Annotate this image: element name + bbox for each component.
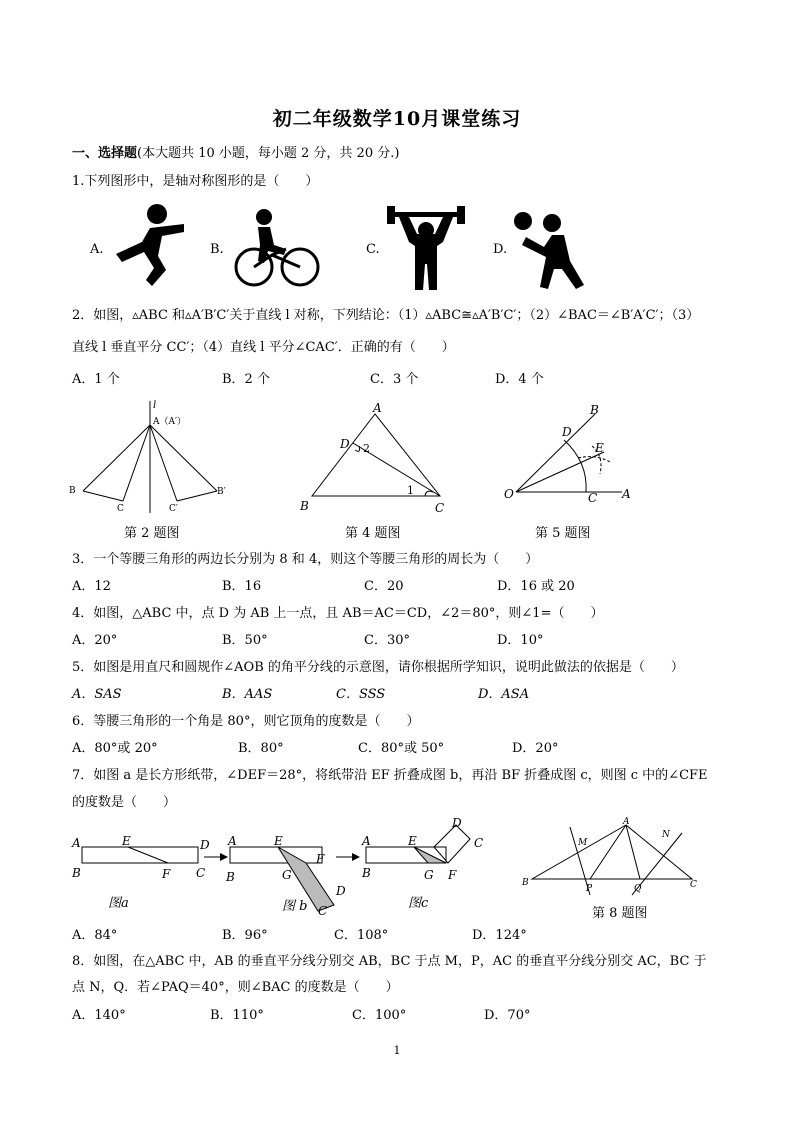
- figure-q8: [520, 815, 705, 900]
- fig8-label-b: B: [522, 878, 529, 888]
- q6-option-d: D．20°: [512, 741, 559, 756]
- fig5-caption: 第 5 题图: [535, 526, 591, 541]
- fig-b-caption: 图 b: [282, 899, 308, 914]
- fig4-label-a: A: [373, 401, 382, 415]
- fig-c-label-a: A: [362, 834, 371, 848]
- fig-b-label-f: F: [316, 852, 325, 866]
- q3-option-d: D．16 或 20: [497, 579, 575, 594]
- q5-option-b: B．AAS: [222, 687, 273, 702]
- fig2-label-c-prime: C′: [169, 504, 178, 514]
- q5-option-a: A．SAS: [72, 687, 122, 702]
- fig-c-label-g: G: [424, 868, 434, 882]
- q7-option-c: C．108°: [334, 928, 389, 943]
- fig-b-label-g: G: [282, 868, 292, 882]
- fig-a-label-d: D: [200, 838, 210, 852]
- fig2-label-b: B: [69, 486, 76, 496]
- fig-c-label-d: D: [452, 816, 462, 830]
- fig-a-label-f: F: [162, 867, 171, 881]
- q7-option-a: A．84°: [72, 928, 118, 943]
- page-number: 1: [393, 1044, 401, 1057]
- q1-option-b: B.: [210, 242, 224, 257]
- q4-option-a: A．20°: [72, 633, 118, 648]
- fig8-label-m: M: [578, 838, 588, 848]
- fig-c-label-b: B: [362, 866, 371, 880]
- fig2-label-a: A（A′）: [153, 417, 187, 427]
- fig-c-label-e: E: [408, 834, 417, 848]
- fig8-label-a: A: [623, 817, 630, 827]
- fig-c-label-c: C: [474, 836, 484, 850]
- fig4-label-2: 2: [363, 442, 370, 455]
- q2-option-c: C．3 个: [370, 372, 419, 387]
- q5-option-d: D．ASA: [478, 687, 530, 702]
- q6-option-c: C．80°或 50°: [358, 741, 445, 756]
- q6-option-b: B．80°: [238, 741, 284, 756]
- fig8-label-n: N: [662, 830, 670, 840]
- q4-stem: 4．如图，△ABC 中，点 D 为 AB 上一点，且 AB＝AC＝CD，∠2＝80°，则∠1=（ ）: [72, 606, 604, 621]
- q1-option-d: D.: [493, 242, 508, 257]
- pictogram-volleyball-icon: [512, 207, 597, 292]
- fig-b-label-b: B: [226, 870, 235, 884]
- q8-option-a: A．140°: [72, 1008, 126, 1023]
- fig8-caption: 第 8 题图: [592, 906, 648, 921]
- section-label: 一、选择题: [72, 146, 138, 161]
- fig-b-label-e: E: [274, 834, 283, 848]
- fig4-label-b: B: [300, 499, 309, 513]
- fig-a-caption: 图a: [108, 896, 129, 911]
- q7-option-b: B．96°: [222, 928, 268, 943]
- q8-line2: 点 N，Q．若∠PAQ＝40°，则∠BAC 的度数是（ ）: [72, 980, 399, 995]
- fig5-label-o: O: [504, 487, 514, 501]
- fig-a-label-c: C: [196, 866, 206, 880]
- q8-line1: 8．如图，在△ABC 中，AB 的垂直平分线分别交 AB，BC 于点 M，P，AC 的垂直平分线分别交 AC，BC 于: [72, 954, 707, 969]
- q4-option-c: C．30°: [364, 633, 410, 648]
- q2-option-d: D．4 个: [495, 372, 544, 387]
- fig-c-label-f: F: [448, 868, 457, 882]
- q4-option-b: B．50°: [222, 633, 268, 648]
- fig5-label-c: C: [588, 491, 598, 505]
- figure-q4: [295, 400, 455, 515]
- q4-option-d: D．10°: [497, 633, 544, 648]
- fig5-label-a: A: [622, 487, 631, 501]
- fig-b-label-c: C: [318, 904, 328, 918]
- page-title: 初二年级数学10月课堂练习: [272, 108, 522, 130]
- q1-option-c: C.: [366, 242, 380, 257]
- fig8-label-q: Q: [634, 884, 642, 894]
- q6-stem: 6．等腰三角形的一个角是 80°，则它顶角的度数是（ ）: [72, 714, 420, 729]
- q3-option-c: C．20: [364, 579, 404, 594]
- q2-option-b: B．2 个: [222, 372, 270, 387]
- figure-q5: [500, 400, 640, 510]
- fig5-label-b: B: [590, 403, 599, 417]
- fig2-label-b-prime: B′: [217, 487, 226, 497]
- fig2-label-l: l: [153, 400, 157, 411]
- fig-c-caption: 图c: [408, 896, 429, 911]
- q1-stem: 1.下列图形中，是轴对称图形的是（ ）: [72, 174, 319, 189]
- fig4-label-d: D: [340, 437, 350, 451]
- q8-option-d: D．70°: [484, 1008, 531, 1023]
- fig8-label-c: C: [690, 880, 697, 890]
- q2-line1: 2．如图，▵ABC 和▵A′B′C′关于直线 l 对称，下列结论：（1）▵ABC≅▵A′B′C′；（2）∠BAC＝∠B′A′C′；（3）: [72, 308, 700, 323]
- q5-option-c: C．SSS: [336, 687, 386, 702]
- q2-option-a: A．1 个: [72, 372, 120, 387]
- q3-option-a: A．12: [72, 579, 111, 594]
- fig4-label-1: 1: [407, 484, 414, 497]
- figure-q2: [65, 395, 240, 515]
- fig-a-label-a: A: [72, 836, 81, 850]
- pictogram-cyclist-icon: [230, 205, 322, 287]
- q1-option-a: A.: [90, 242, 104, 257]
- fig-a-label-b: B: [72, 866, 81, 880]
- q7-line2: 的度数是（ ）: [72, 795, 177, 810]
- fig-a-label-e: E: [122, 834, 131, 848]
- q3-option-b: B．16: [222, 579, 262, 594]
- fig4-caption: 第 4 题图: [345, 526, 401, 541]
- pictogram-weightlifter-icon: [385, 200, 467, 295]
- q2-line2: 直线 l 垂直平分 CC′；（4）直线 l 平分∠CAC′．正确的有（ ）: [72, 340, 455, 355]
- q7-line1: 7．如图 a 是长方形纸带，∠DEF＝28°，将纸带沿 EF 折叠成图 b，再沿 BF 折叠成图 c，则图 c 中的∠CFE: [72, 768, 708, 783]
- q6-option-a: A．80°或 20°: [72, 741, 158, 756]
- fig-b-label-a: A: [228, 834, 237, 848]
- fig5-label-d: D: [562, 425, 572, 439]
- q7-option-d: D．124°: [472, 928, 527, 943]
- q3-stem: 3．一个等腰三角形的两边长分别为 8 和 4，则这个等腰三角形的周长为（ ）: [72, 552, 539, 567]
- fig8-label-p: P: [586, 884, 593, 894]
- fig2-caption: 第 2 题图: [124, 526, 180, 541]
- section-note: (本大题共 10 小题，每小题 2 分，共 20 分.): [137, 146, 400, 161]
- fig5-label-e: E: [595, 441, 604, 455]
- q8-option-b: B．110°: [210, 1008, 264, 1023]
- fig4-label-c: C: [435, 501, 445, 515]
- q5-stem: 5．如图是用直尺和圆规作∠AOB 的角平分线的示意图，请你根据所学知识，说明此做法的依据是（ ）: [72, 660, 684, 675]
- q8-option-c: C．100°: [352, 1008, 407, 1023]
- section-header: [72, 144, 399, 164]
- pictogram-runner-icon: [112, 200, 192, 290]
- fig-b-label-d: D: [336, 884, 346, 898]
- fig2-label-c: C: [117, 504, 124, 514]
